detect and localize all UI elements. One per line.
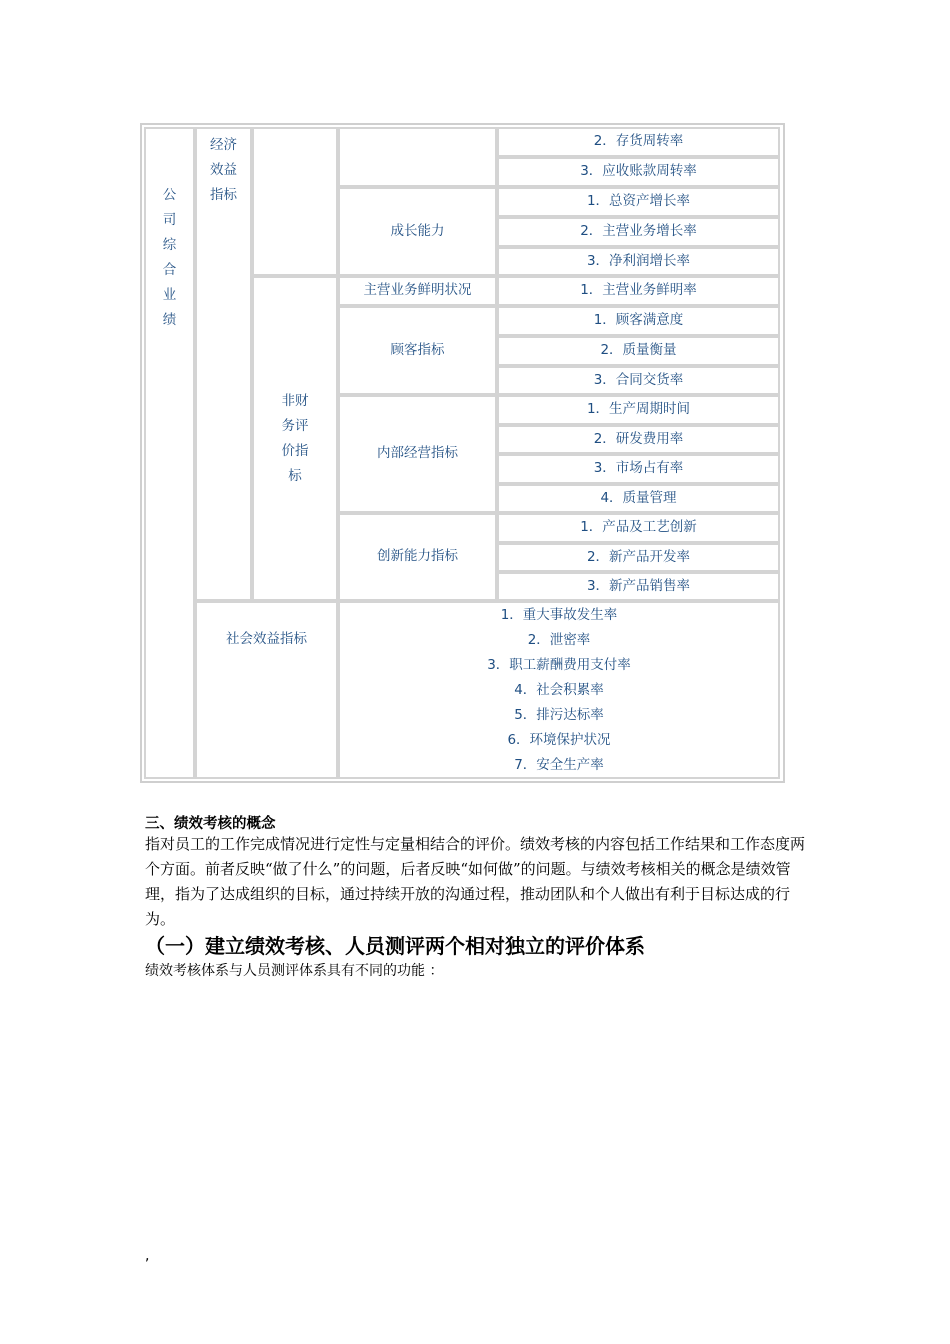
list-item: 6．环境保护状况: [507, 731, 611, 748]
list-item: 1．顾客满意度: [497, 306, 780, 336]
customer-category-cell: 顾客指标: [338, 306, 497, 395]
list-item: 1．重大事故发生率: [500, 606, 618, 623]
indicator-table: [140, 123, 785, 783]
empty-financial-cell: [252, 127, 338, 276]
social-items-list: [487, 603, 631, 778]
list-item: 7．安全生产率: [514, 756, 604, 773]
nonfinancial-indicator-label: 非财 务评 价指 标: [281, 392, 309, 484]
root-category-label: 公 司 综 合 业 绩: [162, 187, 177, 328]
list-item: 3．市场占有率: [497, 454, 780, 484]
list-item: 2．主营业务增长率: [497, 217, 780, 247]
social-items-cell: [338, 601, 780, 779]
root-category-cell: [144, 127, 195, 779]
section-heading: 三、绩效考核的概念: [145, 816, 276, 832]
list-item: 2．研发费用率: [497, 425, 780, 454]
list-item: 1．生产周期时间: [497, 395, 780, 425]
subsection-intro: 绩效考核体系与人员测评体系具有不同的功能 ：: [145, 963, 444, 979]
footer-mark: ,: [145, 1248, 150, 1264]
list-item: 1．主营业务鲜明率: [497, 276, 780, 306]
growth-category-cell: 成长能力: [338, 187, 497, 276]
list-item: 5．排污达标率: [514, 706, 604, 723]
list-item: 1．总资产增长率: [497, 187, 780, 217]
list-item: 3．净利润增长率: [497, 247, 780, 276]
list-item: 2．泄密率: [527, 631, 591, 648]
economic-indicator-label: 经济 效益 指标: [210, 137, 237, 203]
subsection-heading: （一）建立绩效考核、人员测评两个相对独立的评价体系: [145, 934, 645, 958]
list-item: 4．社会积累率: [514, 681, 604, 698]
section-paragraph: 指对员工的工作完成情况进行定性与定量相结合的评价。绩效考核的内容包括工作结果和工作态度两个方面。前者反映“做了什么”的问题，后者反映“如何做”的问题。与绩效考核相关的概念是绩效管理，指为了达成组织的目标，通过持续开放的沟通过程，推动团队和个人做出有利于目标达成的行为。: [145, 835, 806, 928]
social-category-cell: 社会效益指标: [195, 601, 338, 779]
list-item: 3．职工薪酬费用支付率: [487, 656, 631, 673]
list-item: 3．应收账款周转率: [497, 157, 780, 187]
economic-indicator-cell: [195, 127, 252, 601]
nonfinancial-indicator-cell: [252, 276, 338, 601]
empty-operating-cell: [338, 127, 497, 187]
list-item: 2．质量衡量: [497, 336, 780, 366]
innovation-category-cell: 创新能力指标: [338, 513, 497, 601]
list-item: 4．质量管理: [497, 484, 780, 513]
list-item: 1．产品及工艺创新: [497, 513, 780, 543]
list-item: 3．合同交货率: [497, 366, 780, 395]
list-item: 2．新产品开发率: [497, 543, 780, 572]
main-business-category-cell: 主营业务鲜明状况: [338, 276, 497, 306]
list-item: 2．存货周转率: [497, 127, 780, 157]
list-item: 3．新产品销售率: [497, 572, 780, 601]
internal-category-cell: 内部经营指标: [338, 395, 497, 513]
